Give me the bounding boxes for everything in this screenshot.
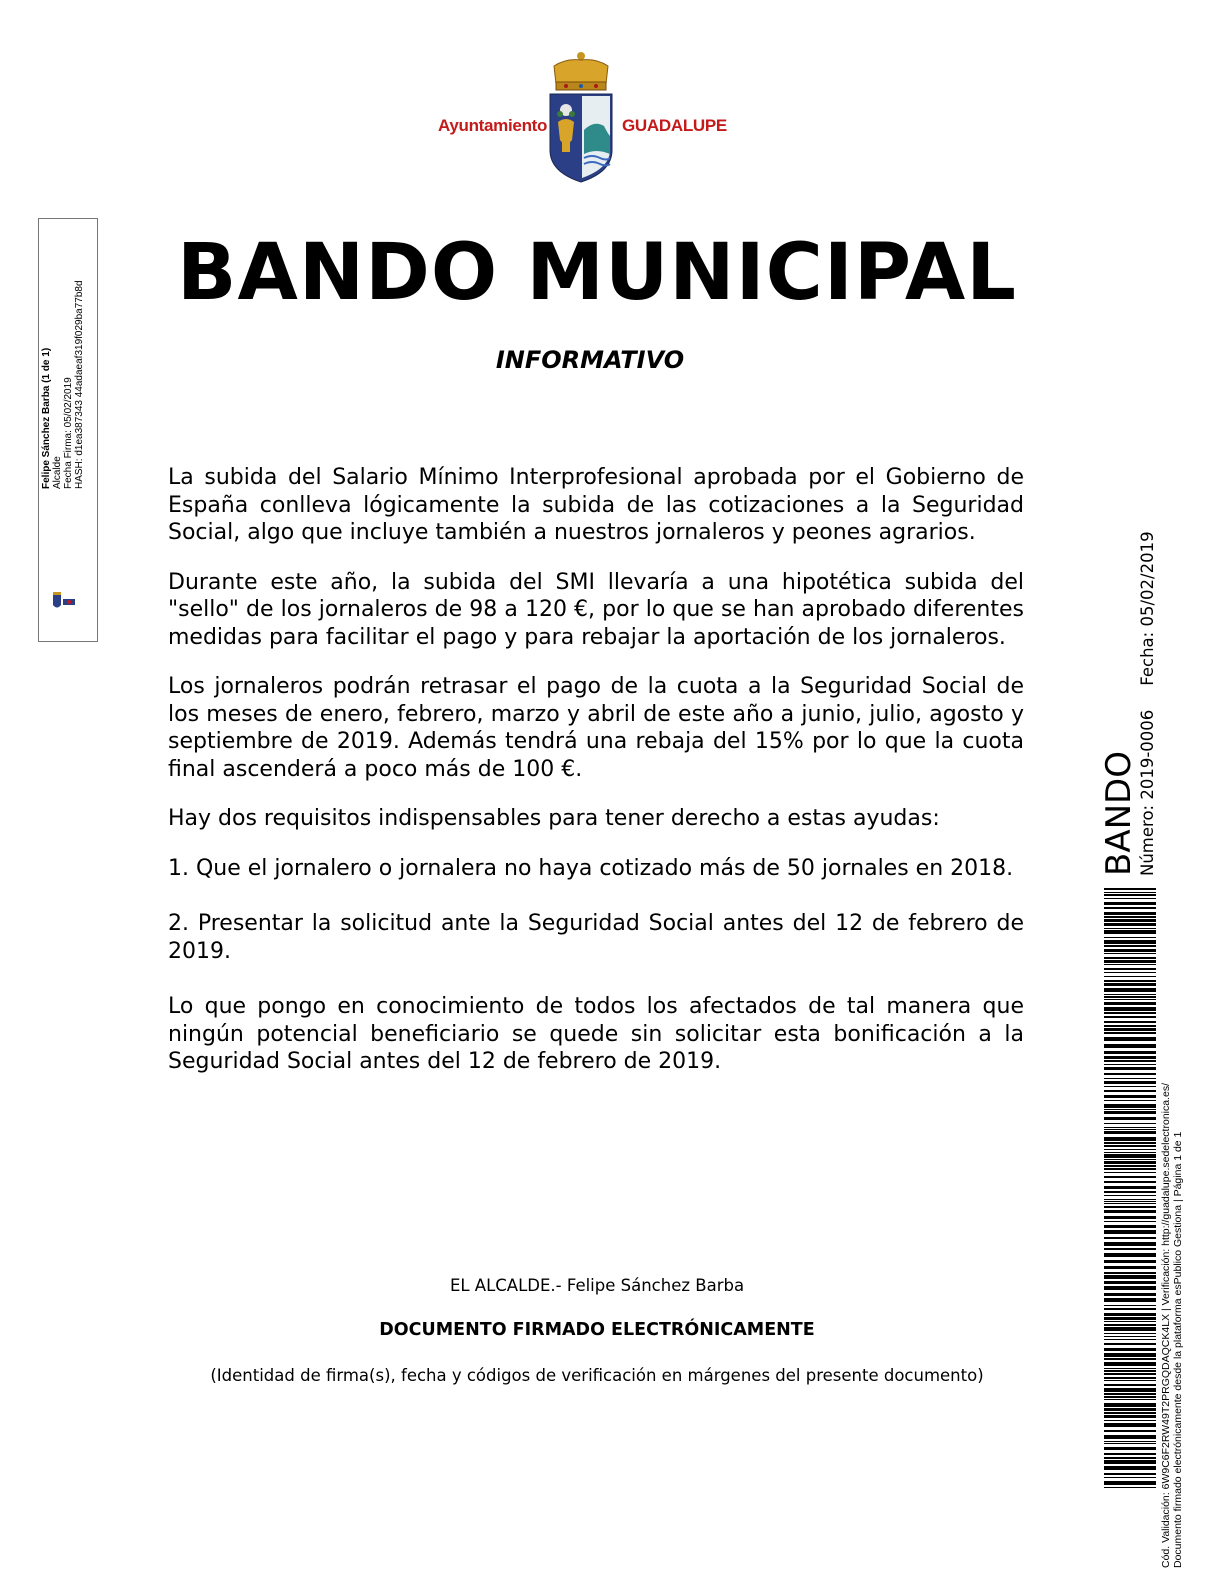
signer-name: Felipe Sánchez Barba (1 de 1)	[41, 347, 52, 489]
barcode-bar	[1104, 1090, 1156, 1092]
barcode-bar	[1104, 1447, 1156, 1450]
barcode-bar	[1104, 1152, 1156, 1153]
barcode-bar	[1104, 988, 1156, 992]
barcode-bar	[1104, 1002, 1156, 1005]
barcode	[1104, 888, 1156, 1488]
barcode-bar	[1104, 1384, 1156, 1386]
barcode-bar	[1104, 1165, 1156, 1167]
barcode-bar	[1104, 960, 1156, 963]
barcode-bar	[1104, 1460, 1156, 1464]
barcode-bar	[1104, 1225, 1156, 1228]
barcode-bar	[1104, 1237, 1156, 1239]
barcode-bar	[1104, 1064, 1156, 1065]
verification-line-2: Documento firmado electrónicamente desde la plataforma esPublico Gestiona | Página 1 de 1	[1172, 1131, 1184, 1568]
barcode-bar	[1104, 1481, 1156, 1485]
barcode-bar	[1104, 1109, 1156, 1110]
barcode-bar	[1104, 1195, 1156, 1196]
barcode-bar	[1104, 1086, 1156, 1087]
barcode-bar	[1104, 1216, 1156, 1219]
barcode-bar	[1104, 1373, 1156, 1375]
barcode-bar	[1104, 930, 1156, 934]
barcode-bar	[1104, 1176, 1156, 1178]
barcode-bar	[1104, 1348, 1156, 1351]
barcode-bar	[1104, 1007, 1156, 1011]
barcode-bar	[1104, 1408, 1156, 1411]
barcode-bar	[1104, 1260, 1156, 1263]
barcode-bar	[1104, 1095, 1156, 1098]
barcode-bar	[1104, 1399, 1156, 1400]
barcode-bar	[1104, 1343, 1156, 1345]
barcode-bar	[1104, 1423, 1156, 1427]
barcode-bar	[1104, 1298, 1156, 1302]
barcode-bar	[1104, 1044, 1156, 1048]
barcode-bar	[1104, 1435, 1156, 1439]
barcode-bar	[1104, 928, 1156, 929]
barcode-bar	[1104, 972, 1156, 973]
barcode-bar	[1104, 898, 1156, 899]
signature-note: (Identidad de firma(s), fecha y códigos de verificación en márgenes del presente documento)	[210, 1366, 984, 1385]
barcode-bar	[1104, 1081, 1156, 1084]
barcode-bar	[1104, 1358, 1156, 1360]
barcode-bar	[1104, 1242, 1156, 1246]
requirement-item: 1. Que el jornalero o jornalera no haya cotizado más de 50 jornales en 2018.	[168, 855, 1014, 881]
barcode-bar	[1104, 999, 1156, 1000]
barcode-bar	[1104, 1286, 1156, 1290]
barcode-bar	[1104, 892, 1156, 893]
barcode-bar	[1104, 1457, 1156, 1459]
barcode-bar	[1104, 1321, 1156, 1322]
barcode-bar	[1104, 1230, 1156, 1234]
barcode-bar	[1104, 1393, 1156, 1395]
verification-text	[1160, 928, 1184, 1568]
barcode-bar	[1104, 1203, 1156, 1204]
barcode-bar	[1104, 1067, 1156, 1070]
barcode-bar	[1104, 1078, 1156, 1079]
barcode-bar	[1104, 1253, 1156, 1257]
barcode-bar	[1104, 1466, 1156, 1470]
barcode-bar	[1104, 1453, 1156, 1455]
barcode-bar	[1104, 888, 1156, 890]
barcode-bar	[1104, 1028, 1156, 1031]
barcode-bar	[1104, 1333, 1156, 1334]
body-paragraph: Lo que pongo en conocimiento de todos los afectados de tal manera que ningún potencial beneficiario se quede sin solicitar esta bonificación a la Seguridad Social antes del 12 de febrero de 2019.	[168, 994, 1024, 1074]
signature-box-text	[41, 229, 85, 489]
barcode-bar	[1104, 1137, 1156, 1141]
barcode-bar	[1104, 1025, 1156, 1027]
barcode-bar	[1104, 1248, 1156, 1250]
barcode-bar	[1104, 1370, 1156, 1372]
document-stamp	[1100, 507, 1158, 876]
barcode-bar	[1104, 953, 1156, 954]
barcode-bar	[1104, 1368, 1156, 1369]
barcode-bar	[1104, 1396, 1156, 1398]
document-title: BANDO MUNICIPAL	[177, 228, 1017, 318]
barcode-bar	[1104, 957, 1156, 959]
barcode-bar	[1104, 1051, 1156, 1054]
barcode-bar	[1104, 1266, 1156, 1269]
barcode-bar	[1104, 1221, 1156, 1222]
stamp-date: Fecha: 05/02/2019	[1138, 531, 1157, 686]
small-coat-of-arms-icon	[51, 591, 77, 613]
barcode-bar	[1104, 1477, 1156, 1478]
barcode-bar	[1104, 1060, 1156, 1062]
barcode-bar	[1104, 1161, 1156, 1164]
requirement-item: 2. Presentar la solicitud ante la Seguridad Social antes del 12 de febrero de 2019.	[168, 911, 1024, 964]
barcode-bar	[1104, 1275, 1156, 1279]
stamp-number: Número: 2019-0006	[1138, 709, 1157, 876]
barcode-bar	[1104, 1308, 1156, 1310]
barcode-bar	[1104, 923, 1156, 926]
barcode-bar	[1104, 1012, 1156, 1014]
barcode-bar	[1104, 994, 1156, 995]
barcode-bar	[1104, 968, 1156, 970]
barcode-bar	[1104, 1127, 1156, 1128]
stamp-type: BANDO	[1099, 751, 1139, 876]
barcode-bar	[1104, 1056, 1156, 1059]
barcode-bar	[1104, 949, 1156, 952]
mayor-signature-line: EL ALCALDE.- Felipe Sánchez Barba	[449, 1276, 745, 1295]
signature-date: Fecha Firma: 05/02/2019	[63, 377, 74, 489]
barcode-bar	[1104, 1313, 1156, 1316]
logo-right-text: GUADALUPE	[622, 116, 727, 135]
barcode-bar	[1104, 1324, 1156, 1326]
barcode-bar	[1104, 1415, 1156, 1418]
document-body	[168, 464, 1024, 1098]
document-subtitle: INFORMATIVO	[495, 346, 685, 374]
barcode-bar	[1104, 1142, 1156, 1144]
barcode-bar	[1104, 937, 1156, 938]
barcode-bar	[1104, 1293, 1156, 1296]
barcode-bar	[1104, 1272, 1156, 1274]
barcode-bar	[1104, 1131, 1156, 1134]
barcode-bar	[1104, 1123, 1156, 1124]
barcode-bar	[1104, 1473, 1156, 1475]
coat-of-arms-icon	[546, 50, 616, 185]
barcode-bar	[1104, 1380, 1156, 1381]
barcode-bar	[1104, 1021, 1156, 1023]
barcode-bar	[1104, 996, 1156, 998]
barcode-bar	[1104, 1339, 1156, 1340]
barcode-bar	[1104, 907, 1156, 909]
barcode-bar	[1104, 1145, 1156, 1147]
barcode-bar	[1104, 1037, 1156, 1041]
barcode-bar	[1104, 1412, 1156, 1414]
barcode-bar	[1104, 983, 1156, 986]
barcode-bar	[1104, 1487, 1156, 1488]
barcode-bar	[1104, 940, 1156, 944]
barcode-bar	[1104, 1443, 1156, 1444]
barcode-bar	[1104, 894, 1156, 896]
barcode-bar	[1104, 1129, 1156, 1130]
barcode-bar	[1104, 1100, 1156, 1101]
signature-box	[38, 218, 98, 642]
body-paragraph: Hay dos requisitos indispensables para tener derecho a estas ayudas:	[168, 806, 940, 831]
barcode-bar	[1104, 1168, 1156, 1170]
barcode-bar	[1104, 1186, 1156, 1189]
barcode-bar	[1104, 912, 1156, 915]
barcode-bar	[1104, 1149, 1156, 1150]
barcode-bar	[1104, 980, 1156, 982]
barcode-bar	[1104, 1403, 1156, 1407]
barcode-bar	[1104, 1104, 1156, 1108]
barcode-bar	[1104, 1336, 1156, 1337]
barcode-bar	[1104, 1199, 1156, 1200]
signature-hash: HASH: d1ea387343 44adaeaf319f029ba77b8d	[74, 280, 85, 489]
barcode-bar	[1104, 1201, 1156, 1202]
barcode-bar	[1104, 1353, 1156, 1357]
barcode-bar	[1104, 1281, 1156, 1284]
barcode-bar	[1104, 1420, 1156, 1421]
body-paragraph: La subida del Salario Mínimo Interprofesional aprobada por el Gobierno de España conlleva lógicamente la subida de las cotizaciones a la Seguridad Social, algo que incluye también a nuestros jornaleros y peones agrarios.	[168, 465, 1024, 545]
body-paragraph: Durante este año, la subida del SMI llevaría a una hipotética subida del "sello" de los jornaleros de 98 a 120 €, por lo que se han aprobado diferentes medidas para facilitar el pago y para rebajar la aportación de los jornaleros.	[168, 569, 1024, 650]
barcode-bar	[1104, 1377, 1156, 1379]
barcode-bar	[1104, 1305, 1156, 1306]
barcode-bar	[1104, 964, 1156, 965]
barcode-bar	[1104, 1117, 1156, 1120]
municipal-logo	[428, 40, 738, 190]
stamp-meta	[1138, 507, 1158, 876]
barcode-bar	[1104, 1430, 1156, 1432]
barcode-bar	[1104, 916, 1156, 918]
barcode-bar	[1104, 1327, 1156, 1331]
signer-role: Alcalde	[52, 456, 63, 489]
logo-left-text: Ayuntamiento	[438, 116, 548, 135]
barcode-bar	[1104, 1016, 1156, 1018]
barcode-bar	[1104, 1032, 1156, 1034]
barcode-bar	[1104, 919, 1156, 922]
barcode-bar	[1104, 1206, 1156, 1208]
electronically-signed-label: DOCUMENTO FIRMADO ELECTRÓNICAMENTE	[379, 1320, 815, 1340]
barcode-bar	[1104, 902, 1156, 905]
verification-line-1: Cód. Validación: 6W9C6F2RW49T2PRGQDAQCK4LX | Verificación: http://guadalupe.sedelectronica.es/	[1160, 1083, 1172, 1568]
barcode-bar	[1104, 1317, 1156, 1320]
barcode-bar	[1104, 1159, 1156, 1160]
body-paragraph: Los jornaleros podrán retrasar el pago de la cuota a la Seguridad Social de los meses de enero, febrero, marzo y abril de este año a junio, julio, agosto y septiembre de 2019. Además tendrá una rebaja del 15% por lo que la cuota final ascenderá a poco más de 100 €.	[168, 674, 1024, 782]
barcode-bar	[1104, 1073, 1156, 1075]
barcode-bar	[1104, 1441, 1156, 1442]
barcode-bar	[1104, 976, 1156, 977]
barcode-bar	[1104, 1181, 1156, 1183]
barcode-bar	[1104, 1362, 1156, 1366]
barcode-bar	[1104, 1388, 1156, 1392]
barcode-bar	[1104, 945, 1156, 947]
barcode-bar	[1104, 1154, 1156, 1158]
barcode-bar	[1104, 1111, 1156, 1114]
barcode-bar	[1104, 1210, 1156, 1213]
barcode-bar	[1104, 1191, 1156, 1193]
barcode-bar	[1104, 1172, 1156, 1173]
